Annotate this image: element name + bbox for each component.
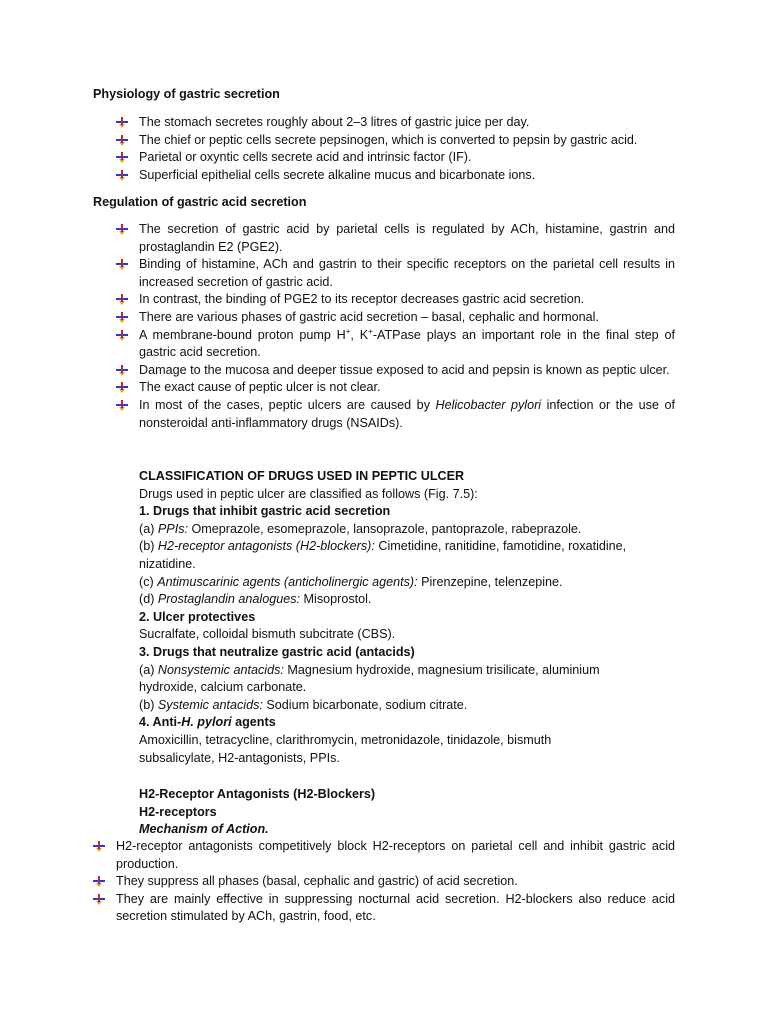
list-item: In contrast, the binding of PGE2 to its receptor decreases gastric acid secretion.: [116, 291, 675, 309]
list-item: They are mainly effective in suppressing nocturnal acid secretion. H2-blockers also reduce acid secretion stimulated by ACh, gastrin, food, etc.: [93, 891, 675, 926]
arrow-bullet-icon: [116, 259, 128, 271]
h2-antagonists-block: [139, 786, 675, 839]
section-heading-regulation: Regulation of gastric acid secretion: [93, 195, 307, 209]
list-item: H2-receptor antagonists competitively block H2-receptors on parietal cell and inhibit gastric acid production.: [93, 838, 675, 873]
classification-block: [139, 468, 675, 767]
h2-subtitle: H2-receptors: [139, 804, 217, 819]
group-3-title: 3. Drugs that neutralize gastric acid (antacids): [139, 644, 415, 659]
group-1-item-b: (b) H2-receptor antagonists (H2-blockers): Cimetidine, ranitidine, famotidine, roxatidine, nizatidine.: [139, 539, 627, 571]
section-heading-physiology: Physiology of gastric secretion: [93, 87, 280, 101]
classification-intro: Drugs used in peptic ulcer are classified as follows (Fig. 7.5):: [139, 486, 478, 501]
arrow-bullet-icon: [116, 135, 128, 147]
list-item: There are various phases of gastric acid secretion – basal, cephalic and hormonal.: [116, 309, 675, 327]
list-item: The chief or peptic cells secrete pepsinogen, which is converted to pepsin by gastric acid.: [116, 132, 675, 150]
group-1-item-a: (a) PPIs: Omeprazole, esomeprazole, lansoprazole, pantoprazole, rabeprazole.: [139, 521, 582, 536]
arrow-bullet-icon: [116, 294, 128, 306]
arrow-bullet-icon: [116, 170, 128, 182]
group-2-text: Sucralfate, colloidal bismuth subcitrate (CBS).: [139, 627, 396, 642]
regulation-list: [116, 221, 675, 432]
list-item: The exact cause of peptic ulcer is not clear.: [116, 379, 675, 397]
h2-mechanism-list: [93, 838, 675, 926]
list-item: Binding of histamine, ACh and gastrin to their specific receptors on the parietal cell results in increased secretion of gastric acid.: [116, 256, 675, 291]
group-4-text: Amoxicillin, tetracycline, clarithromycin, metronidazole, tinidazole, bismuth subsalicylate, H2-antagonists, PPIs.: [139, 732, 552, 765]
group-2-title: 2. Ulcer protectives: [139, 609, 256, 624]
classification-title: CLASSIFICATION OF DRUGS USED IN PEPTIC ULCER: [139, 469, 465, 483]
group-1-item-d: (d) Prostaglandin analogues: Misoprostol.: [139, 592, 372, 607]
group-3-item-b: (b) Systemic antacids: Sodium bicarbonate, sodium citrate.: [139, 697, 468, 712]
group-1-item-c: (c) Antimuscarinic agents (anticholinergic agents): Pirenzepine, telenzepine.: [139, 574, 563, 589]
group-4-title: 4. Anti-H. pylori agents: [139, 715, 276, 730]
group-1-title: 1. Drugs that inhibit gastric acid secretion: [139, 504, 391, 519]
arrow-bullet-icon: [116, 382, 128, 394]
arrow-bullet-icon: [116, 400, 128, 412]
arrow-bullet-icon: [116, 330, 128, 342]
list-item: They suppress all phases (basal, cephalic and gastric) of acid secretion.: [93, 873, 675, 891]
arrow-bullet-icon: [93, 894, 105, 906]
group-3-item-a: (a) Nonsystemic antacids: Magnesium hydroxide, magnesium trisilicate, aluminium hydroxide, calcium carbonate.: [139, 662, 600, 695]
arrow-bullet-icon: [93, 841, 105, 853]
physiology-list: [116, 114, 675, 184]
arrow-bullet-icon: [116, 312, 128, 324]
list-item: Damage to the mucosa and deeper tissue exposed to acid and pepsin is known as peptic ulcer.: [116, 362, 675, 380]
h2-title: H2-Receptor Antagonists (H2-Blockers): [139, 787, 376, 801]
arrow-bullet-icon: [116, 365, 128, 377]
list-item: The stomach secretes roughly about 2–3 litres of gastric juice per day.: [116, 114, 675, 132]
list-item-helicobacter: In most of the cases, peptic ulcers are caused by Helicobacter pylori infection or the use of nonsteroidal anti-inflammatory drugs (NSAIDs).: [116, 397, 675, 432]
arrow-bullet-icon: [116, 224, 128, 236]
list-item: The secretion of gastric acid by parietal cells is regulated by ACh, histamine, gastrin and prostaglandin E2 (PGE2).: [116, 221, 675, 256]
arrow-bullet-icon: [93, 876, 105, 888]
list-item: Superficial epithelial cells secrete alkaline mucus and bicarbonate ions.: [116, 167, 675, 185]
list-item: Parietal or oxyntic cells secrete acid and intrinsic factor (IF).: [116, 149, 675, 167]
arrow-bullet-icon: [116, 117, 128, 129]
list-item-proton-pump: A membrane-bound proton pump H+, K+-ATPase plays an important role in the final step of gastric acid secretion.: [116, 327, 675, 362]
mechanism-heading: Mechanism of Action.: [139, 822, 269, 837]
arrow-bullet-icon: [116, 152, 128, 164]
